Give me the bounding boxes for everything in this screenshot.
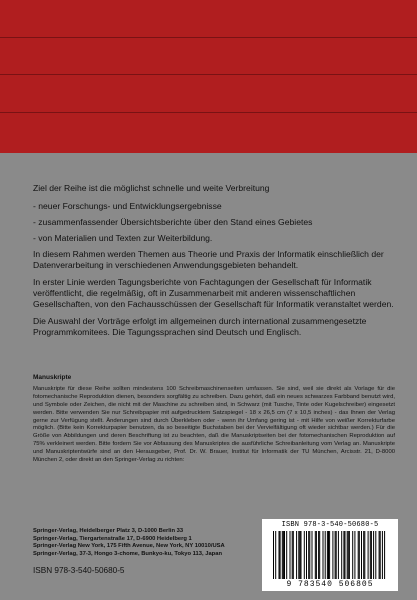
intro-bullet: - neuer Forschungs- und Entwicklungsergebnisse [33, 201, 222, 211]
barcode-isbn-label: ISBN 978-3-540-50680-5 [281, 521, 379, 529]
series-description [33, 183, 395, 343]
top-band-2 [0, 38, 417, 74]
intro-bullet: - von Materialien und Texten zur Weiterbildung. [33, 233, 213, 243]
isbn-label: ISBN 978-3-540-50680-5 [33, 566, 125, 575]
manuscripts-heading: Manuskripte [33, 374, 72, 381]
intro-paragraph: In erster Linie werden Tagungsberichte von Fachtagungen der Gesellschaft für Informatik veröffentlicht, die regelmäßig, oft in Zusammenarbeit mit anderen wissenschaftlichen Gesellschaften, von den Fachausschüssen der Gesellschaft für Informatik veranstaltet werden. [33, 277, 394, 309]
intro-bullet: - zusammenfassender Übersichtsberichte über den Stand eines Gebietes [33, 217, 313, 227]
top-band-3 [0, 75, 417, 112]
manuscripts-body: Manuskripte für diese Reihe sollten mindestens 100 Schreibmaschinenseiten umfassen. Sie sind, weil sie direkt als Vorlage für die fotomechanische Reproduktion dienen, besonders sorgfältig zu schreiben. Dazu gehört, daß ein neues schwarzes Farbband benutzt wird, und Symbole oder Zeichen, die nicht mit der Maschine zu schreiben sind, in Schwarz (mit Tusche, Tinte oder Kugelschreiber) eingesetzt werden. Bitte verwenden Sie nur Schreibpapier mit aufgedrucktem Satzspiegel - 18 x 26,5 cm (7 x 10,5 inches) - das Ihnen der Verlag gerne zur Verfügung stellt. Änderungen sind durch Überkleben oder - wenn ihr Umfang gering ist - mit Hilfe von weißer Korrekturfarbe möglich. (Bitte kein Korrekturpapier benutzen, da so beseitigte Buchstaben bei der Vervielfältigung oft wieder sichtbar werden.) Für die Größe von Abbildungen und deren Beschriftung ist zu beachten, daß die Manuskriptseiten bei der fotomechanischen Reproduktion auf 75% verkleinert werden. Bitte fordern Sie vor Abfassung des Manuskriptes die ausführliche Schreibanleitung vom Verlag an. Manuskripte und Manuskriptentwürfe sind an den Herausgeber, Prof. Dr. W. Brauer, Institut für Informatik der TU München, Arcisstr. 21, D-8000 München 2, oder direkt an den Springer-Verlag zu richten: [33, 385, 395, 464]
publisher-address: Springer-Verlag New York, 175 Fifth Avenue, New York, NY 10010/USA [33, 543, 225, 550]
intro-lead: Ziel der Reihe ist die möglichst schnelle und weite Verbreitung [33, 183, 270, 193]
publisher-address: Springer-Verlag, Heidelberger Platz 3, D-1000 Berlin 33 [33, 528, 184, 534]
top-band-1 [0, 0, 417, 37]
manuscripts-section [33, 374, 395, 465]
intro-paragraph: Die Auswahl der Vorträge erfolgt im allgemeinen durch international zusammengesetzte Programmkomitees. Die Tagungssprachen sind Deutsch und Englisch. [33, 316, 367, 337]
publisher-address: Springer-Verlag, 37-3, Hongo 3-chome, Bunkyo-ku, Tokyo 113, Japan [33, 550, 222, 557]
intro-paragraph: In diesem Rahmen werden Themen aus Theorie und Praxis der Informatik einschließlich der Datenverarbeitung in verschiedenen Anwendungsgebieten behandelt. [33, 249, 384, 270]
publisher-address: Springer-Verlag, Tiergartenstraße 17, D-6900 Heidelberg 1 [33, 535, 192, 542]
barcode-number: 9 783540 506805 [286, 580, 374, 589]
barcode-icon [272, 531, 388, 579]
barcode [262, 519, 398, 591]
publisher-addresses [33, 528, 225, 558]
top-band-4 [0, 113, 417, 153]
